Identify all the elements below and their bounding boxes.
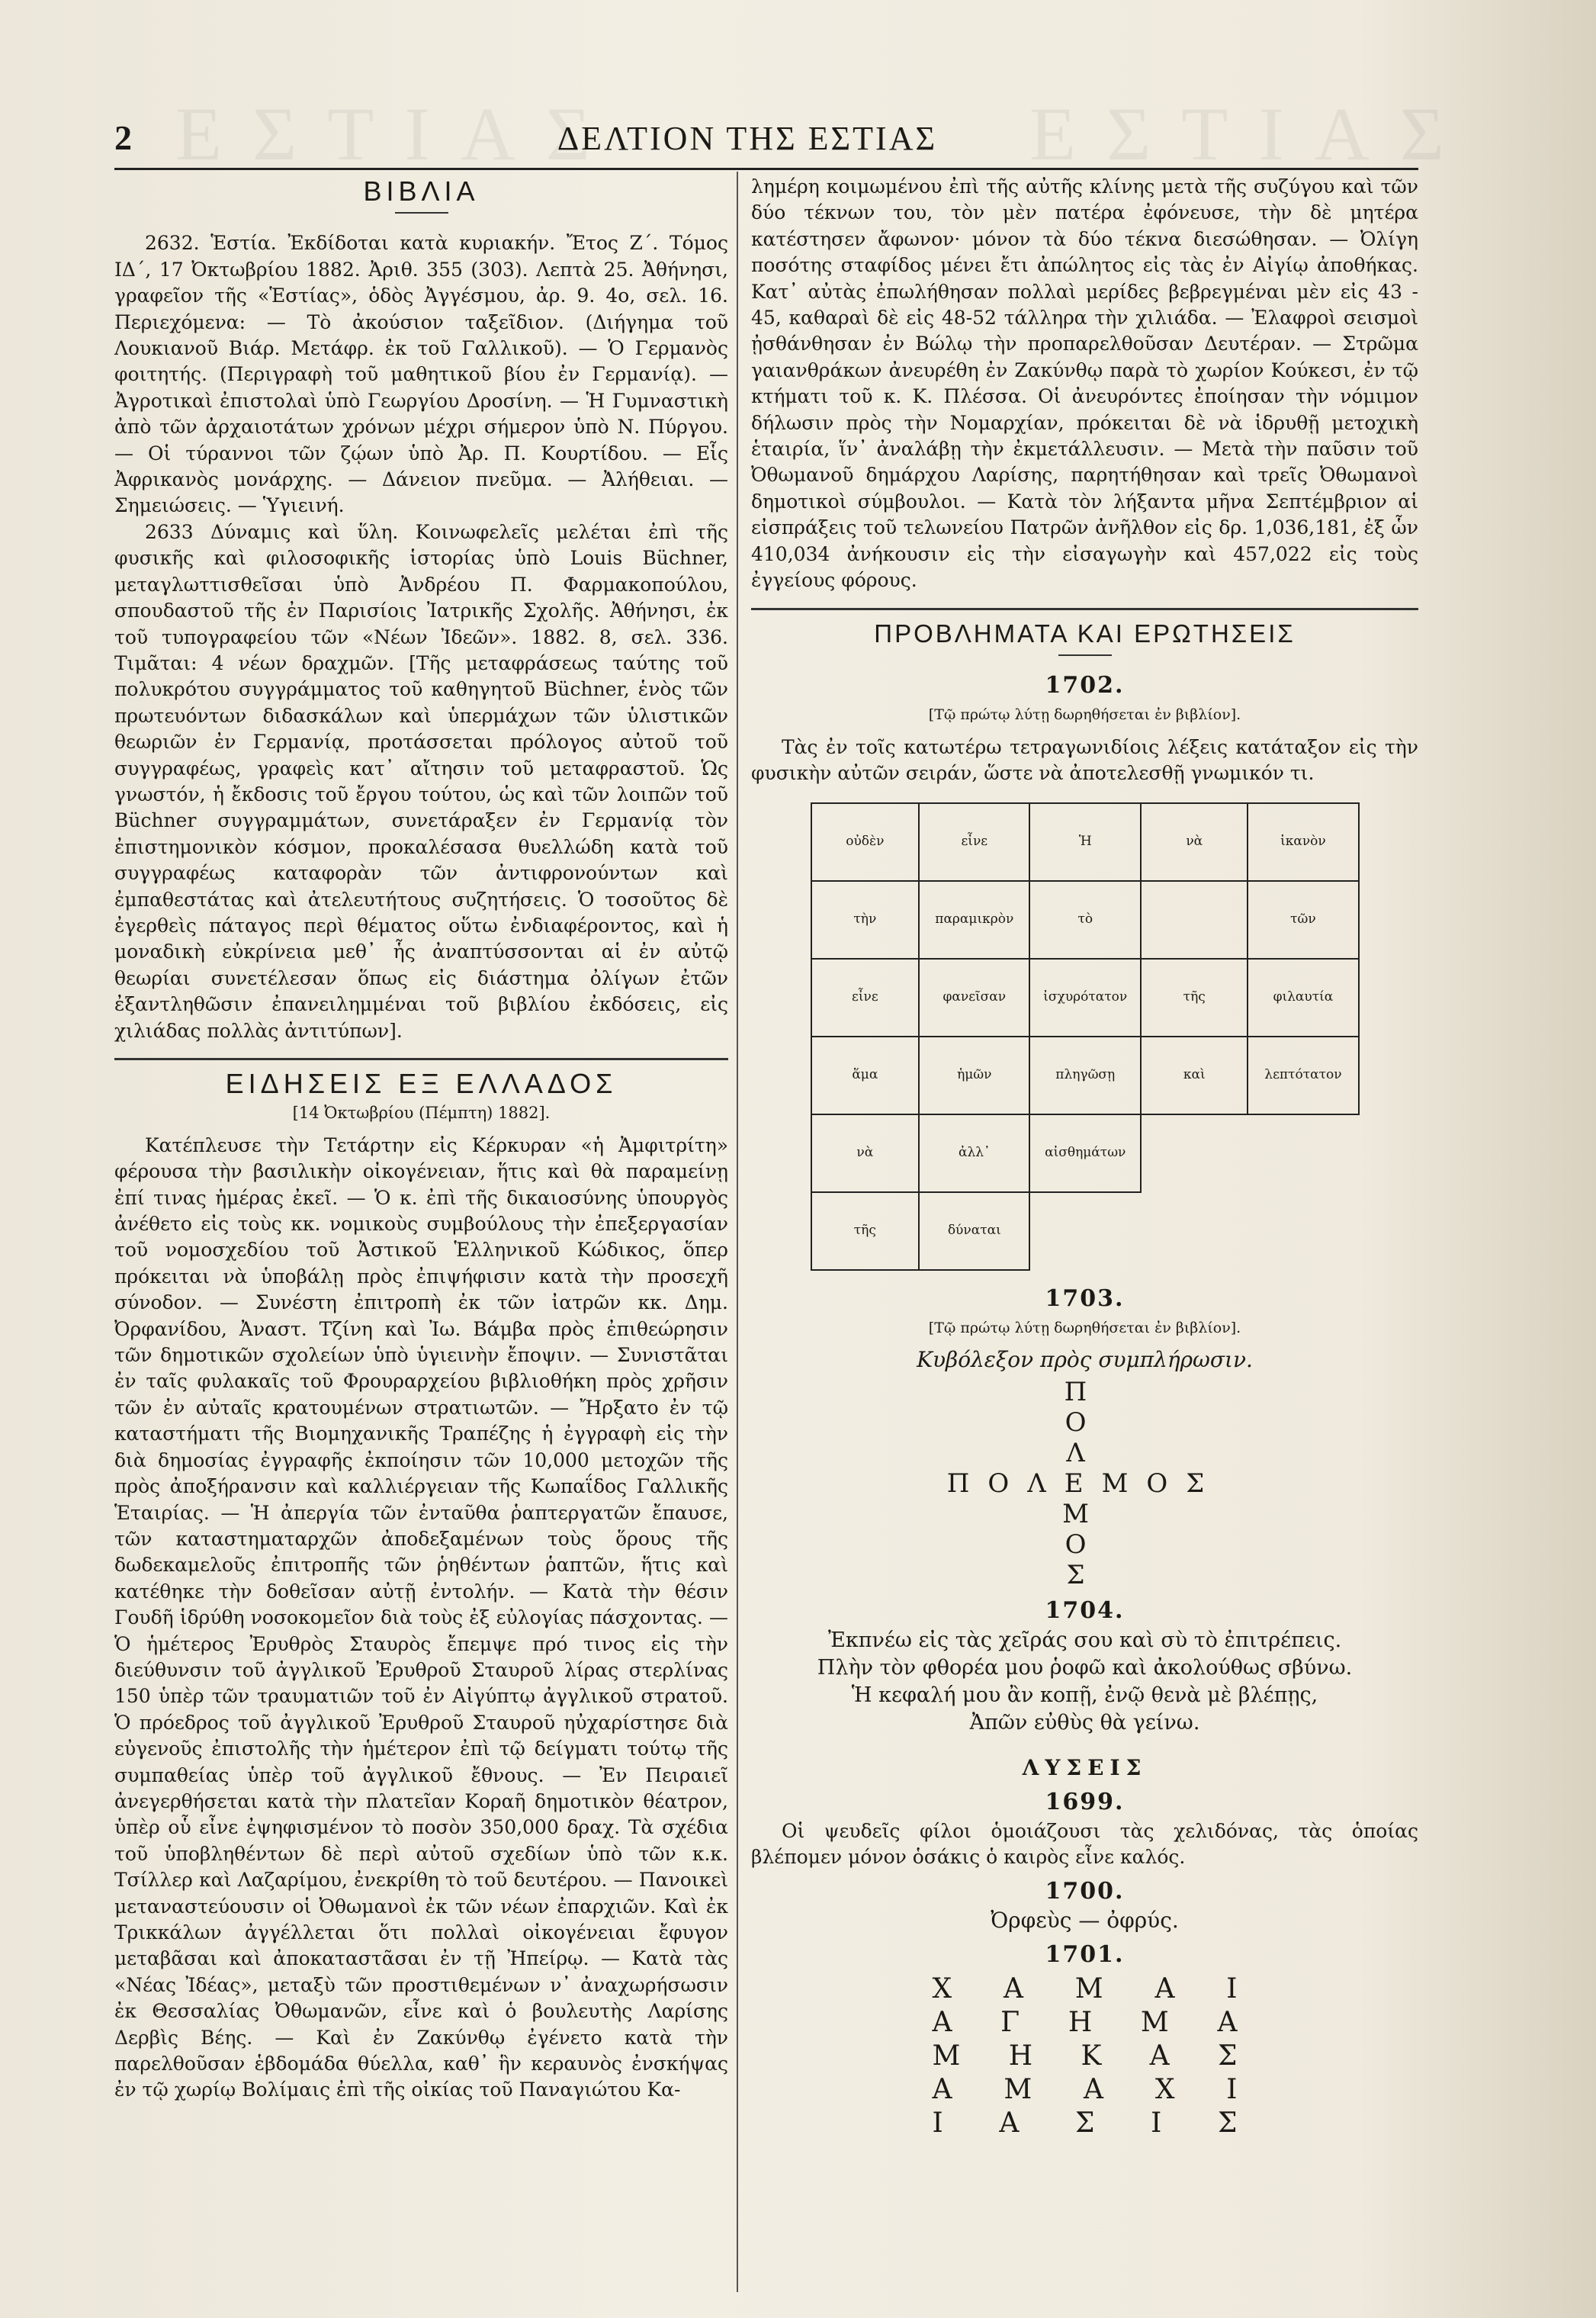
show-through-text-left: ΕΣΤΙΑΣ [175,92,621,176]
solution-1701-letter: Η [1008,2040,1033,2072]
solution-1701-letter: Μ [932,2040,961,2072]
solution-1701-letter: Σ [1075,2107,1095,2139]
word-grid-row [811,959,1359,1037]
word-grid-cell: λεπτότατον [1248,1037,1358,1114]
word-grid-cell: τῆς [1141,959,1248,1037]
word-grid-cell: φανεῖσαν [919,959,1029,1037]
page-number: 2 [114,118,132,157]
solution-1701-grid [933,1972,1238,2140]
solution-1701-letter: Ι [932,2107,943,2139]
solutions-title: ΛΥΣΕΙΣ [1022,1755,1148,1781]
word-grid-cell: οὐδὲν [811,803,920,881]
word-grid-cell [1141,1114,1248,1192]
solution-1701-row [933,2073,1238,2107]
word-grid-row [811,1037,1359,1114]
word-grid-cell: αἰσθημάτων [1029,1114,1141,1192]
solution-1701-letter: Μ [1140,2007,1169,2038]
left-column [114,174,728,2104]
news-text: Κατέπλευσε τὴν Τετάρτην εἰς Κέρκυραν «ἡ Ἀμφιτρίτη» φέρουσα τὴν βασιλικὴν οἰκογένειαν, ἥτις καὶ θὰ παραμείνῃ ἐπί τινας ἡμέρας ἐκεῖ. — Ὁ κ. ἐπὶ τῆς δικαιοσύνης ὑπουργὸς ἀνέθετο εἰς τοὺς κκ. νομικοὺς συμβούλους τὴν ἐπεξεργασίαν τοῦ νομοσχεδίου τοῦ Ἀστικοῦ Ἑλληνικοῦ Κώδικος, ὅπερ πρόκειται νὰ ὑποβάλῃ πρὸς ἐπιψήφισιν κατὰ τὴν προσεχῆ σύνοδον. — Συνέστη ἐπιτροπὴ ἐκ τῶν ἰατρῶν κκ. Δημ. Ὀρφανίδου, Ἀναστ. Τζίνη καὶ Ἰω. Βάμβα πρὸς ἐπιθεώρησιν τῶν δημοτικῶν σχολείων ὑπὸ ὑγιεινὴν ἔποψιν. — Συνιστᾶται ἐν ταῖς φυλακαῖς τοῦ Φρουραρχείου βιβλιοθήκη πρὸς χρῆσιν τῶν ἐν αὐταῖς κρατουμένων στρατιωτῶν. — Ἤρξατο ἐν τῷ καταστήματι τῆς Βιομηχανικῆς Τραπέζης ἡ ἐγγραφὴ εἰς τὴν διὰ δημοσίας ἐγγραφῆς ἐκποίησιν τῶν 10,000 μετοχῶν τῆς πρὸς ἀποξήρανσιν καὶ καλλιέργειαν τῆς Κωπαΐδος Γαλλικῆς Ἑταιρίας. — Ἡ ἀπεργία τῶν ἐνταῦθα ῥαπτεργατῶν ἔπαυσε, τῶν καταστηματαρχῶν ἀποδεξαμένων τοὺς ὅρους τῆς δωδεκαμελοῦς ἐπιτροπῆς τῶν ῥηθέντων ῥαπτῶν, ἥτις καὶ κατέθηκε τὴν δοθεῖσαν αὐτῇ ἐντολήν. — Κατὰ τὴν θέσιν Γουδῆ ἱδρύθη νοσοκομεῖον διὰ τοὺς ἐξ εὐλογίας πάσχοντας. — Ὁ ἡμέτερος Ἐρυθρὸς Σταυρὸς ἔπεμψε πρό τινος εἰς τὴν διεύθυνσιν τοῦ ἀγγλικοῦ Ἐρυθροῦ Σταυροῦ λίρας στερλίνας 150 ὑπὲρ τῶν τραυματιῶν τοῦ ἐν Αἰγύπτῳ ἀγγλικοῦ στρατοῦ. Ὁ πρόεδρος τοῦ ἀγγλικοῦ Ἐρυθροῦ Σταυροῦ ηὐχαρίστησε διὰ εὐγενοῦς ἐπιστολῆς τὴν ἡμέτερον ἐπὶ τῷ δείγματι τούτῳ τῆς συμπαθείας ὑπὲρ τοῦ ἀγγλικοῦ ἔθνους. — Ἐν Πειραιεῖ ἀνεγερθήσεται κατὰ τὴν πλατεῖαν Κοραῆ δημοτικὸν θέατρον, ὑπὲρ οὗ εἶνε ἐψηφισμένον τὸ ποσὸν 350,000 δραχ. Τὰ σχέδια τοῦ ὑποβληθέντων δὲ περὶ αὐτοῦ σχεδίων ὑπὸ τῶν κ.κ. Τσίλλερ καὶ Λαζαρίμου, ἐνεκρίθη τὸ τοῦ δευτέρου. — Πανοικεὶ μεταναστεύουσιν οἱ Ὀθωμανοὶ ἐκ τῶν νέων ἐπαρχιῶν. Καὶ ἐκ Τρικκάλων ἀγγέλλεται ὅτι πολλαὶ οἰκογένειαι ἔφυγον μεταβᾶσαι καὶ ἀποκαταστᾶσαι ἐν τῇ Ἠπείρῳ. — Κατὰ τὰς «Νέας Ἰδέας», μεταξὺ τῶν προστιθεμένων ν᾽ ἀναχωρήσωσιν ἐκ Θεσσαλίας Ὀθωμανῶν, εἶνε καὶ ὁ βουλευτὴς Λαρίσης Δερβὶς Βέης. — Καὶ ἐν Ζακύνθῳ ἐγένετο κατὰ τὴν παρελθοῦσαν ἑβδομάδα θύελλα, καθ᾽ ἣν κεραυνὸς ἐνσκήψας ἐν τῷ χωρίῳ Βολίμαις ἐπὶ τῆς οἰκίας τοῦ Παναγιώτου Κα- [114,1133,728,2101]
problem-1703-note: [Τῷ πρώτῳ λύτῃ δωρηθήσεται ἐν βιβλίον]. [928,1319,1241,1336]
news-section-title: ΕΙΔΗΣΕΙΣ ΕΞ ΕΛΛΑΔΟΣ [225,1068,618,1099]
word-grid-row [811,1192,1359,1270]
word-grid-cell: ἱκανὸν [1248,803,1358,881]
word-grid-cell [1029,1192,1141,1270]
word-grid-cell: ἰσχυρότατον [1029,959,1141,1037]
word-grid-row [811,1114,1359,1192]
word-grid-cell [1141,881,1248,959]
word-grid-cell: καὶ [1141,1037,1248,1114]
word-grid-cell [1248,1192,1358,1270]
short-rule [395,212,448,214]
problems-section-title: ΠΡΟΒΛΗΜΑΤΑ ΚΑΙ ΕΡΩΤΗΣΕΙΣ [874,619,1296,648]
solution-1701-letter: Μ [1004,2074,1032,2105]
solution-1701-letter: Χ [1154,2074,1175,2105]
solution-1701-letter: Α [1149,2040,1170,2072]
solution-1701-row [933,1972,1238,2006]
problem-1702-note: [Τῷ πρώτῳ λύτῃ δωρηθήσεται ἐν βιβλίον]. [928,706,1241,724]
cross-bottom-letter: Σ [1066,1559,1103,1590]
solution-1700-heading: 1700. [1045,1877,1125,1905]
section-rule [751,608,1418,610]
word-grid-cell: παραμικρὸν [919,881,1029,959]
solution-1701-letter: Χ [932,1973,952,2005]
word-grid-table [811,802,1360,1271]
cross-top-letter: Λ [1066,1437,1103,1468]
solution-1701-row [933,2107,1238,2140]
solution-1701-letter: Α [932,2007,952,2038]
solution-1701-letter: Α [1003,1973,1023,2005]
word-grid-cell: εἶνε [919,803,1029,881]
word-grid-cell: τῶν [1248,881,1358,959]
cross-top-letter: Π [1064,1376,1106,1407]
word-grid-row [811,803,1359,881]
books-section-title: ΒΙΒΛΙΑ [363,175,480,207]
word-grid-cell: φιλαυτία [1248,959,1358,1037]
problem-1704-line: Πλὴν τὸν φθορέα μου ῥοφῶ καὶ ἀκολούθως σβύνω. [817,1656,1353,1680]
word-grid-cell: τὴν [811,881,920,959]
word-grid-cell: νὰ [811,1114,920,1192]
problem-1704-line: Ἐκπνέω εἰς τὰς χεῖράς σου καὶ σὺ τὸ ἐπιτρέπεις. [827,1628,1342,1653]
cross-row: ΠΟΛΕΜΟΣ [946,1468,1223,1499]
solution-1701-letter: Α [932,2074,952,2105]
solution-1701-letter: Σ [1218,2040,1238,2072]
solution-1701-heading: 1701. [1045,1940,1125,1968]
solution-1701-row [933,2040,1238,2073]
solution-1701-letter: Ι [1151,2107,1162,2139]
solution-1700-text: Ὀρφεὺς — ὀφρύς. [991,1908,1179,1934]
solution-1701-letter: Σ [1218,2107,1238,2139]
problem-1703-heading: 1703. [1045,1284,1125,1312]
problem-1704-heading: 1704. [1045,1596,1125,1624]
solution-1701-letter: Κ [1081,2040,1102,2072]
word-grid-row [811,881,1359,959]
cross-bottom-letter: Ο [1065,1529,1105,1560]
word-grid-cell: εἶνε [811,959,920,1037]
word-grid-cell: Ἡ [1029,803,1141,881]
word-grid-cell: ἅμα [811,1037,920,1114]
masthead-title: ΔΕΛΤΙΟΝ ΤΗΣ ΕΣΤΙΑΣ [557,120,938,157]
short-rule [1058,654,1112,656]
solution-1699-heading: 1699. [1045,1788,1125,1815]
solution-1701-letter: Α [1154,1973,1175,2005]
solution-1701-letter: Η [1068,2007,1093,2038]
problem-1704-line: Ἀπῶν εὐθὺς θὰ γείνω. [969,1711,1200,1735]
solution-1701-letter: Α [999,2107,1020,2139]
solution-1701-letter: Ι [1226,1973,1238,2005]
solution-1701-letter: Α [1084,2074,1103,2105]
solution-1701-letter: Μ [1074,1973,1103,2005]
word-grid-cell: νὰ [1141,803,1248,881]
problem-1702-text: Τὰς ἐν τοῖς κατωτέρω τετραγωνιδίοις λέξεις κατάταξον εἰς τὴν φυσικὴν αὐτῶν σειράν, ὥστε νὰ ἀποτελεσθῇ γνωμικόν τι. [751,735,1418,785]
solution-1701-letter: Α [1217,2007,1238,2038]
word-grid-cell: ἀλλ᾽ [919,1114,1029,1192]
cross-top-letter: Ο [1065,1407,1105,1438]
problem-1703-text: Κυβόλεξον πρὸς συμπλήρωσιν. [917,1347,1253,1373]
word-grid-cell [1141,1192,1248,1270]
solution-1699-text: Οἱ ψευδεῖς φίλοι ὁμοιάζουσι τὰς χελιδόνας, τὰς ὁποίας βλέπομεν μόνον ὁσάκις ὁ καιρὸς εἶνε καλός. [751,1819,1418,1869]
word-grid-cell: δύναται [919,1192,1029,1270]
word-grid-cell: ἡμῶν [919,1037,1029,1114]
word-grid [811,802,1360,1271]
news-dateline: [14 Ὀκτωβρίου (Πέμπτη) 1882]. [292,1104,551,1123]
books-entry-2632: 2632. Ἑστία. Ἐκδίδοται κατὰ κυριακήν. Ἔτος Ζ΄. Τόμος ΙΔ΄, 17 Ὀκτωβρίου 1882. Ἀριθ. 355 (303). Λεπτὰ 25. Ἀθήνησι, γραφεῖον τῆς «Ἑστίας», ὁδὸς Ἀγγέσμου, ἀρ. 9. 4ο, σελ. 16. Περιεχόμενα: — Τὸ ἀκούσιον ταξεῖδιον. (Διήγημα τοῦ Λουκιανοῦ Βιάρ. Μετάφρ. ἐκ τοῦ Γαλλικοῦ). — Ὁ Γερμανὸς φοιτητής. (Περιγραφὴ τοῦ μαθητικοῦ βίου ἐν Γερμανίᾳ). — Ἀγροτικαὶ ἐπιστολαὶ ὑπὸ Γεωργίου Δροσίνη. — Ἡ Γυμναστικὴ ἀπὸ τῶν ἀρχαιοτάτων χρόνων μέχρι σήμερον ὑπὸ Ν. Πύργου. — Οἱ τύραννοι τῶν ζῴων ὑπὸ Ἀρ. Π. Κουρτίδου. — Εἷς Ἀφρικανὸς μονάρχης. — Δάνειον πνεῦμα. — Ἀλήθειαι. — Σημειώσεις. — Ὑγιεινή. [114,232,728,517]
page-header [114,114,1418,170]
cross-puzzle [751,1377,1418,1590]
solution-1701-letter: Ι [1226,2074,1238,2105]
solution-1701-row [933,2006,1238,2040]
column-divider [737,172,738,2292]
word-grid-cell: τῆς [811,1192,920,1270]
books-entry-2633: 2633 Δύναμις καὶ ὕλη. Κοινωφελεῖς μελέται ἐπὶ τῆς φυσικῆς καὶ φιλοσοφικῆς ἱστορίας ὑπὸ Louis Büchner, μεταγλωττισθεῖσαι ὑπὸ Ἀνδρέου Π. Φαρμακοπούλου, σπουδαστοῦ τῆς ἐν Παρισίοις Ἰατρικῆς Σχολῆς. Ἀθήνησι, ἐκ τοῦ τυπογραφείου τῶν «Νέων Ἰδεῶν». 1882. 8, σελ. 336. Τιμᾶται: 4 νέων δραχμῶν. [Τῆς μεταφράσεως ταύτης τοῦ πολυκρότου συγγράμματος τοῦ καθηγητοῦ Büchner, ἑνὸς τῶν πρωτευόντων διδασκάλων καὶ ὑπερμάχων τῶν ὑλιστικῶν θεωριῶν ἐν Γερμανίᾳ, προτάσσεται πρόλογος αὐτοῦ τοῦ συγγραφέως, γραφεὶς κατ᾽ αἴτησιν τοῦ μεταφραστοῦ. Ὡς γνωστόν, ἡ ἔκδοσις τοῦ ἔργου τούτου, ὡς καὶ τῶν λοιπῶν τοῦ Büchner συγγραμμάτων, συνετάραξεν ἐν Γερμανίᾳ τὸν ἐπιστημονικὸν κόσμον, προκαλέσασα θυελλώδη κατὰ τοῦ συγγραφέως καταφορὰν τῶν ἀντιφρονούντων καὶ ἐμπαθεστάτας καὶ ἀτελευτήτους συζητήσεις. Ὁ τοσοῦτος δὲ ἐγερθεὶς πάταγος περὶ θέματος οὕτω ἐνδιαφέροντος, καὶ ἡ μοναδικὴ εὐκρίνεια μεθ᾽ ἧς ἀναπτύσσονται αἱ ἐν αὐτῷ θεωρίαι συνετέλεσαν ὅπως εἰς διάστημα ὀλίγων ἐτῶν ἐξαντληθῶσιν ἐπανειλημμέναι τοῦ βιβλίου ἐκδόσεις, εἰς χιλιάδας πολλὰς ἀντιτύπων]. [114,520,728,1042]
word-grid-cell [1248,1114,1358,1192]
news-continuation: λημέρη κοιμωμένου ἐπὶ τῆς αὐτῆς κλίνης μετὰ τῆς συζύγου καὶ τῶν δύο τέκνων του, τὸν μὲν πατέρα ἐφόνευσε, τὴν δὲ μητέρα κατέστησεν ἄφωνον· μόνον τὰ δύο τέκνα διεσώθησαν. — Ὀλίγη ποσότης σταφίδος μένει ἔτι ἀπώλητος εἰς τὰς ἐν Αἰγίῳ ἀποθήκας. Κατ᾽ αὐτὰς ἐπωλήθησαν πολλαὶ μερίδες βεβρεγμέναι μὲν εἰς 43 - 45, καθαραὶ δὲ εἰς 48-52 τάλληρα τὴν χιλιάδα. — Ἐλαφροὶ σεισμοὶ ᾐσθάνθησαν ἐν Βώλῳ τὴν προπαρελθοῦσαν Δευτέραν. — Στρῶμα γαιανθράκων ἀνευρέθη ἐν Ζακύνθῳ παρὰ τὸ χωρίον Κούκεσι, ἐν τῷ κτήματι τοῦ κ. Κ. Πλέσσα. Οἱ ἀνευρόντες ἐποίησαν τὴν νόμιμον δήλωσιν πρὸς τὴν Νομαρχίαν, πρόκειται δὲ νὰ ἱδρυθῇ μετοχικὴ ἑταιρία, ἵν᾽ ἀναλάβῃ τὴν ἐκμετάλλευσιν. — Μετὰ τὴν παῦσιν τοῦ Ὀθωμανοῦ δημάρχου Λαρίσης, παρητήθησαν καὶ τρεῖς Ὀθωμανοὶ δημοτικοὶ σύμβουλοι. — Κατὰ τὸν λήξαντα μῆνα Σεπτέμβριον αἱ εἰσπράξεις τοῦ τελωνείου Πατρῶν ἀνῆλθον εἰς δρ. 1,036,181, ἐξ ὧν 410,034 ἀνήκουσιν εἰς τὴν εἰσαγωγὴν καὶ 457,022 εἰς τοὺς ἐγγείους φόρους. [751,175,1418,592]
problem-1702-heading: 1702. [1045,671,1125,699]
word-grid-cell: τὸ [1029,881,1141,959]
section-rule [114,1058,728,1060]
show-through-text-right: ΕΣΤΙΑΣ [1029,92,1476,176]
cross-bottom-letter: Μ [1062,1498,1107,1529]
problem-1704-line: Ἡ κεφαλή μου ἂν κοπῇ, ἐνῷ θενὰ μὲ βλέπῃς, [851,1683,1318,1708]
solution-1701-letter: Γ [1000,2007,1020,2038]
right-column [751,174,1418,2145]
word-grid-cell: πληγῶσῃ [1029,1037,1141,1114]
